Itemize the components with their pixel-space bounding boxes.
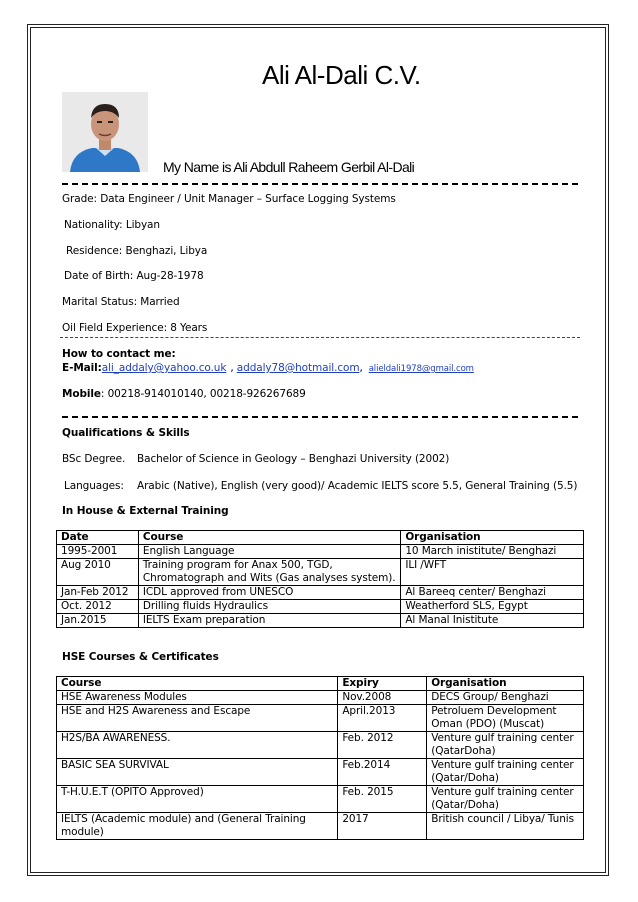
table-row	[57, 586, 584, 600]
mobile-line	[62, 388, 306, 400]
table-row	[57, 732, 584, 759]
cell-organisation: ILI /WFT	[401, 559, 584, 586]
cell-organisation-line: Venture gulf training center	[431, 786, 574, 798]
cell-organisation-line: Oman (PDO) (Muscat)	[431, 718, 545, 730]
table-row	[57, 813, 584, 840]
cell-date: Jan-Feb 2012	[57, 586, 139, 600]
cell-organisation: Weatherford SLS, Egypt	[401, 600, 584, 614]
degree-value: Bachelor of Science in Geology – Benghazi University (2002)	[137, 453, 450, 465]
cell-course: BASIC SEA SURVIVAL	[57, 759, 338, 786]
hse-heading: HSE Courses & Certificates	[62, 651, 219, 663]
cell-course-line: Training program for Anax 500, TGD,	[142, 559, 333, 571]
email-link-gmail[interactable]: alieldali1978@gmail.com	[368, 364, 474, 374]
cell-organisation: DECS Group/ Benghazi	[427, 691, 584, 705]
table-header-row	[57, 677, 584, 691]
cell-course: IELTS (Academic module) and (General Training module)	[57, 813, 338, 840]
cell-date: 1995-2001	[57, 545, 139, 559]
cell-organisation-line: Petroluem Development	[431, 705, 557, 717]
cell-course: ICDL approved from UNESCO	[138, 586, 400, 600]
table-row	[57, 705, 584, 732]
languages-label: Languages:	[64, 480, 124, 492]
cell-organisation	[427, 786, 584, 813]
experience-text: Oil Field Experience: 8 Years	[62, 322, 208, 334]
cell-organisation-line: (Qatar/Doha)	[431, 799, 499, 811]
email-link-hotmail[interactable]: addaly78@hotmail.com	[236, 362, 360, 374]
cell-date: Oct. 2012	[57, 600, 139, 614]
header-date: Date	[57, 531, 139, 545]
cell-organisation	[427, 759, 584, 786]
divider	[60, 337, 580, 338]
contact-heading: How to contact me:	[62, 348, 176, 360]
table-row	[57, 786, 584, 813]
cell-organisation-line: Venture gulf training center	[431, 759, 574, 771]
mobile-value: : 00218-914010140, 00218-926267689	[100, 388, 306, 400]
cell-course	[138, 559, 400, 586]
table-row	[57, 545, 584, 559]
cell-course: HSE and H2S Awareness and Escape	[57, 705, 338, 732]
email-label: E-Mail:	[62, 362, 102, 374]
header-expiry: Expiry	[338, 677, 427, 691]
cell-course: HSE Awareness Modules	[57, 691, 338, 705]
profile-photo	[62, 92, 148, 172]
cell-course-line: Chromatograph and Wits (Gas analyses system).	[142, 572, 396, 584]
degree-label: BSc Degree.	[62, 453, 126, 465]
email-line	[62, 362, 474, 374]
languages-value: Arabic (Native), English (very good)/ Academic IELTS score 5.5, General Training (5.5)	[137, 480, 578, 492]
cell-organisation: Al Manal Inistitute	[401, 614, 584, 628]
cell-organisation: British council / Libya/ Tunis	[427, 813, 584, 840]
table-row	[57, 559, 584, 586]
email-sep: ,	[230, 362, 237, 374]
hse-courses-table	[56, 676, 584, 840]
cell-expiry: 2017	[338, 813, 427, 840]
cell-course: Drilling fluids Hydraulics	[138, 600, 400, 614]
table-row	[57, 691, 584, 705]
cell-organisation	[427, 732, 584, 759]
header-course: Course	[57, 677, 338, 691]
cv-title: Ali Al-Dali C.V.	[262, 60, 421, 90]
cell-organisation: 10 March inistitute/ Benghazi	[401, 545, 584, 559]
cell-expiry: Feb. 2012	[338, 732, 427, 759]
cell-expiry: Feb.2014	[338, 759, 427, 786]
residence-text: Residence: Benghazi, Libya	[66, 245, 208, 257]
nationality-text: Nationality: Libyan	[64, 219, 160, 231]
cell-date: Aug 2010	[57, 559, 139, 586]
email-sep: ,	[359, 362, 363, 374]
table-row	[57, 614, 584, 628]
table-row	[57, 759, 584, 786]
cell-course: English Language	[138, 545, 400, 559]
table-row	[57, 600, 584, 614]
cell-organisation-line: Venture gulf training center	[431, 732, 574, 744]
cell-course: H2S/BA AWARENESS.	[57, 732, 338, 759]
email-link-yahoo[interactable]: ali_addaly@yahoo.co.uk	[101, 362, 227, 374]
header-organisation: Organisation	[401, 531, 584, 545]
marital-text: Marital Status: Married	[62, 296, 180, 308]
cell-organisation-line: (QatarDoha)	[431, 745, 496, 757]
table-header-row	[57, 531, 584, 545]
cell-organisation-line: (Qatar/Doha)	[431, 772, 499, 784]
name-line: My Name is Ali Abdull Raheem Gerbil Al-Dali	[163, 159, 415, 175]
cell-date: Jan.2015	[57, 614, 139, 628]
grade-text: Grade: Data Engineer / Unit Manager – Surface Logging Systems	[62, 193, 396, 205]
inhouse-heading: In House & External Training	[62, 505, 229, 517]
inhouse-training-table	[56, 530, 584, 628]
cell-expiry: Nov.2008	[338, 691, 427, 705]
divider	[62, 183, 578, 185]
header-organisation: Organisation	[427, 677, 584, 691]
mobile-label: Mobile	[62, 388, 101, 400]
cell-course: T-H.U.E.T (OPITO Approved)	[57, 786, 338, 813]
cell-organisation: Al Bareeq center/ Benghazi	[401, 586, 584, 600]
divider	[62, 416, 578, 418]
cell-expiry: Feb. 2015	[338, 786, 427, 813]
cell-organisation	[427, 705, 584, 732]
header-course: Course	[138, 531, 400, 545]
qualifications-heading: Qualifications & Skills	[62, 427, 190, 439]
cell-course: IELTS Exam preparation	[138, 614, 400, 628]
dob-text: Date of Birth: Aug-28-1978	[64, 270, 204, 282]
cell-expiry: April.2013	[338, 705, 427, 732]
